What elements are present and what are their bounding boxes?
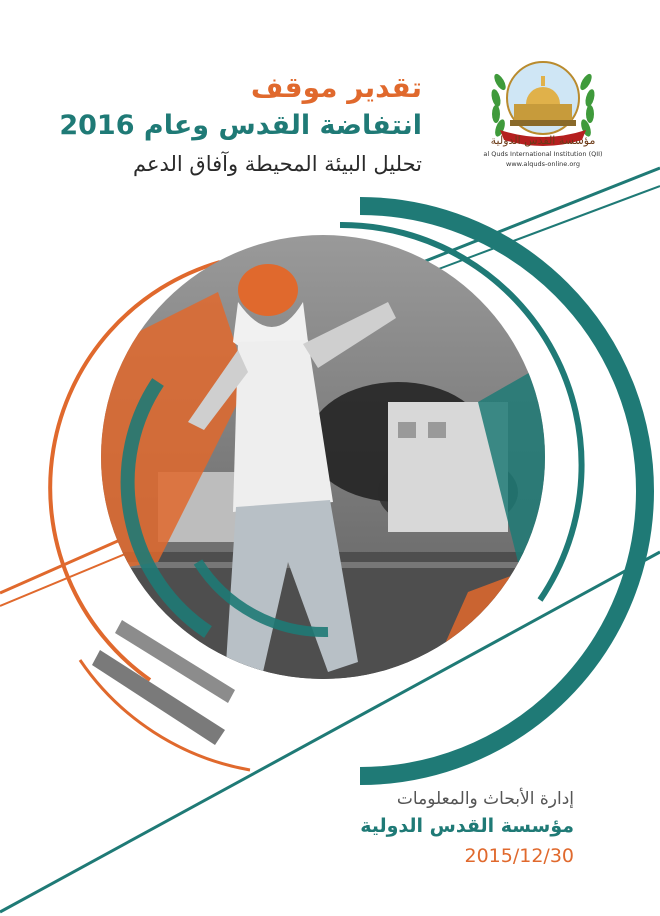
organization-label: مؤسسة القدس الدولية: [360, 815, 574, 837]
logo-name-en: al Quds International Institution (QII): [483, 150, 603, 158]
publication-date: 2015/12/30: [464, 845, 574, 867]
main-title: انتفاضة القدس وعام 2016: [59, 110, 422, 141]
protester-photo: [98, 232, 548, 682]
subtitle: تحليل البيئة المحيطة وآفاق الدعم: [132, 152, 422, 176]
report-type-title: تقدير موقف: [250, 71, 422, 104]
logo-url: www.alquds-online.org: [506, 160, 580, 168]
department-label: إدارة الأبحاث والمعلومات: [396, 789, 574, 809]
title-block: [42, 70, 422, 180]
footer-block: [244, 786, 574, 872]
logo-name-ar: مؤسسة القدس الدولية: [490, 134, 596, 147]
